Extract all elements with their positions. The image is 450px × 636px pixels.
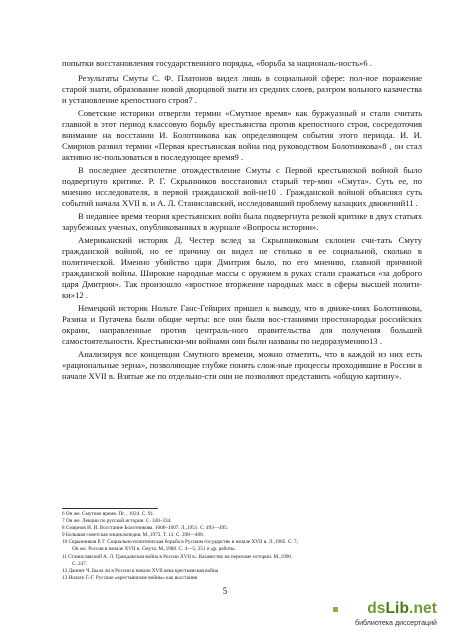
watermark-logo-main: Lib — [385, 600, 410, 617]
footnote: 10 Скрынников Р. Г. Социально-политическая борьба в Русском государстве в начале XVII в. Л.,1985. С. 7; — [62, 539, 298, 546]
footnote: 11 Станиславский А. Л. Гражданская война в России XVII в.: Казачество на переломе истории. М.,1990. — [62, 553, 293, 560]
page-number: 5 — [222, 586, 228, 596]
watermark-logo-suffix: .net — [409, 600, 437, 617]
watermark-subtitle: библиотека диссертаций — [355, 619, 437, 627]
footnote: 8 Смирнов И. И. Восстание Болотникова. 1606–1607. Л.,1951. С. 493—495. — [62, 525, 229, 532]
watermark-logo-prefix: ds — [367, 600, 386, 617]
footnote: 9 Большая советская энциклопедия. М.,1973. Т. 13. С. 398—400. — [62, 532, 204, 539]
paragraph: В недавнее время теория крестьянских войн была подвергнута резкой критике в двух статьях зарубежных ученых, опубликованных в журнале «Вопросы истории». — [62, 211, 422, 233]
paragraph: Советские историки отвергли термин «Смутное время» как буржуазный и стали считать главной в этот период классовую борьбу крестьянства против крепостного строя, сосредоточив внимание на восстании И. Болотникова как определяющем события этого периода. И. И. Смирнов развил термин «Первая крестьянская война под руководством Болотникова»8 , он стал активно ис-пользоваться в последующее время9 . — [62, 107, 422, 163]
watermark-logo[interactable] — [367, 600, 437, 618]
paragraph: В последнее десятилетие отождествление Смуты с Первой крестьянской войной было подвергнуто критике. Р. Г. Скрынников восстановил старый тер-мин «Смута». Суть ее, по мнению исследователя, в первой гражданской вой-не10 . Гражданской войной объяснял суть событий начала XVII в. и А. Л. Станиславский, исследовавший проблему казацких движений11 . — [62, 165, 422, 209]
footnotes — [62, 511, 422, 582]
paragraph: Американский историк Д. Честер вслед за Скрынниковым склонен счи-тать Смуту гражданской войной, но ее причину он видел не столько в ее социальной, сколько в политической. Именно убийство царя Дмитрия было, по его мнению, главной причиной гражданской войны. Широкие народные массы с оружием в руках стали сражаться «за доброго царя Дмитрия». Так произошло «яростное вторжение народных масс в сферы высшей полити-ки»12 . — [62, 234, 422, 301]
paragraph: попытки восстановления государственного порядка, «борьба за националь-ность»6 . — [62, 58, 372, 68]
footnote-divider — [62, 508, 158, 509]
footnote-continuation: Он же. Россия в начале XVII в. Смута. М.,1988. С. 4—5; 251 и др. работы. — [72, 546, 236, 553]
footnote: 6 Он же. Смутное время. Пг. , 1924. С. 91. — [62, 511, 155, 517]
paragraph: Немецкий историк Нольте Ганс-Гейнрих пришел к выводу, что в движе-ниях Болотникова, Разина и Пугачева были общие черты: все они были вос-станиями простонародья российских окраин, направленные против централь-ного правительства для получения большей самостоятельности. Крестьянски-ми войнами они были названы по недоразумению13 . — [62, 302, 422, 347]
watermark-dot-icon — [333, 607, 338, 612]
footnote-continuation: С. 247. — [72, 560, 88, 567]
paragraph: Результаты Смуты С. Ф. Платонов видел лишь в социальной сфере: пол-ное поражение старой знати, образование новой дворцовой знати из средних слоев, разгром вольного казачества и установление крепостного строя7 . — [62, 73, 422, 106]
footnote: 7 Он же. Лекции по русской истории. С. 330–334. — [62, 518, 172, 525]
paragraph: Анализируя все концепции Смутного времени, можно отметить, что в каждой из них есть «рациональные зерна», позволяющие глубже понять слож-ные процессы проходившие в России в начале XVII в. Взятые же по отдельно-сти они не позволяют представить «общую картину». — [62, 348, 422, 382]
footnote: 12 Данинг Ч. Была ли в России в начале XVII века крестьянская война — [62, 567, 219, 574]
footnote: 13 Нольте Г.-Г. Русские «крестьянские войны» как восстания — [62, 574, 198, 581]
main-text — [62, 58, 422, 384]
